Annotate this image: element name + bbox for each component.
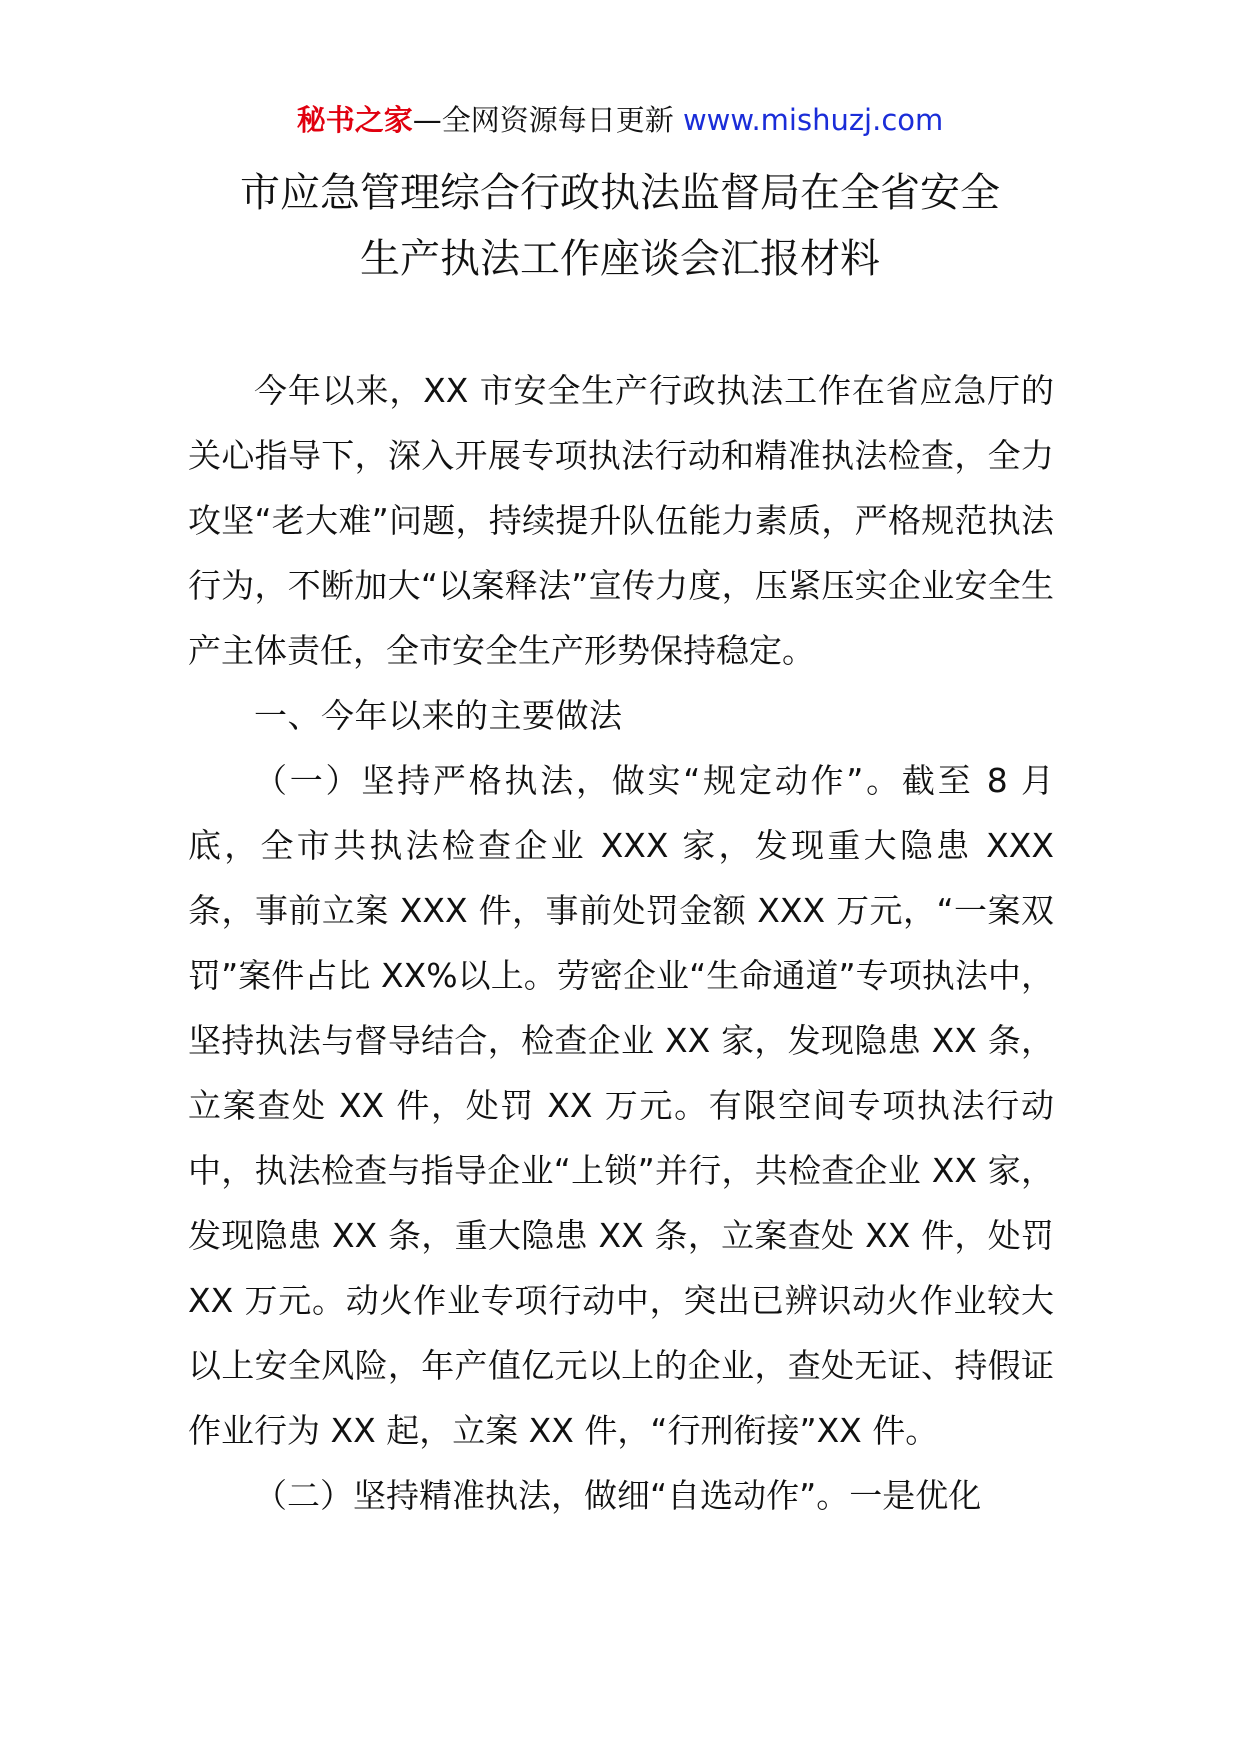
- site-url-link[interactable]: www.mishuzj.com: [682, 103, 944, 137]
- title-line-1: 市应急管理综合行政执法监督局在全省安全: [240, 170, 1000, 216]
- subsection-paragraph-1: （一）坚持严格执法，做实“规定动作”。截至 8 月底，全市共执法检查企业 XXX 家，发现重大隐患 XXX 条，事前立案 XXX 件，事前处罚金额 XXX 万元，“一案双罚”案件占比 XX%以上。劳密企业“生命通道”专项执法中，坚持执法与督导结合，检查企业 XX 家，发现隐患 XX 条，立案查处 XX 件，处罚 XX 万元。有限空间专项执法行动中，执法检查与指导企业“上锁”并行，共检查企业 XX 家，发现隐患 XX 条，重大隐患 XX 条，立案查处 XX 件，处罚 XX 万元。动火作业专项行动中，突出已辨识动火作业较大以上安全风险，年产值亿元以上的企业，查处无证、持假证作业行为 XX 起，立案 XX 件，“行刑衔接”XX 件。: [188, 761, 1054, 1450]
- title-line-2: 生产执法工作座谈会汇报材料: [360, 236, 880, 282]
- banner-tagline: —全网资源每日更新: [412, 103, 683, 137]
- brand-name: 秘书之家: [296, 103, 413, 137]
- section-heading: 一、今年以来的主要做法: [254, 696, 623, 735]
- document-title: [0, 160, 1240, 292]
- site-banner: [0, 100, 1240, 140]
- intro-paragraph: 今年以来，XX 市安全生产行政执法工作在省应急厅的关心指导下，深入开展专项执法行动和精准执法检查，全力攻坚“老大难”问题，持续提升队伍能力素质，严格规范执法行为，不断加大“以案释法”宣传力度，压紧压实企业安全生产主体责任，全市安全生产形势保持稳定。: [188, 371, 1054, 670]
- subsection-paragraph-2: （二）坚持精准执法，做细“自选动作”。一是优化: [254, 1476, 982, 1515]
- document-body: [188, 358, 1054, 1528]
